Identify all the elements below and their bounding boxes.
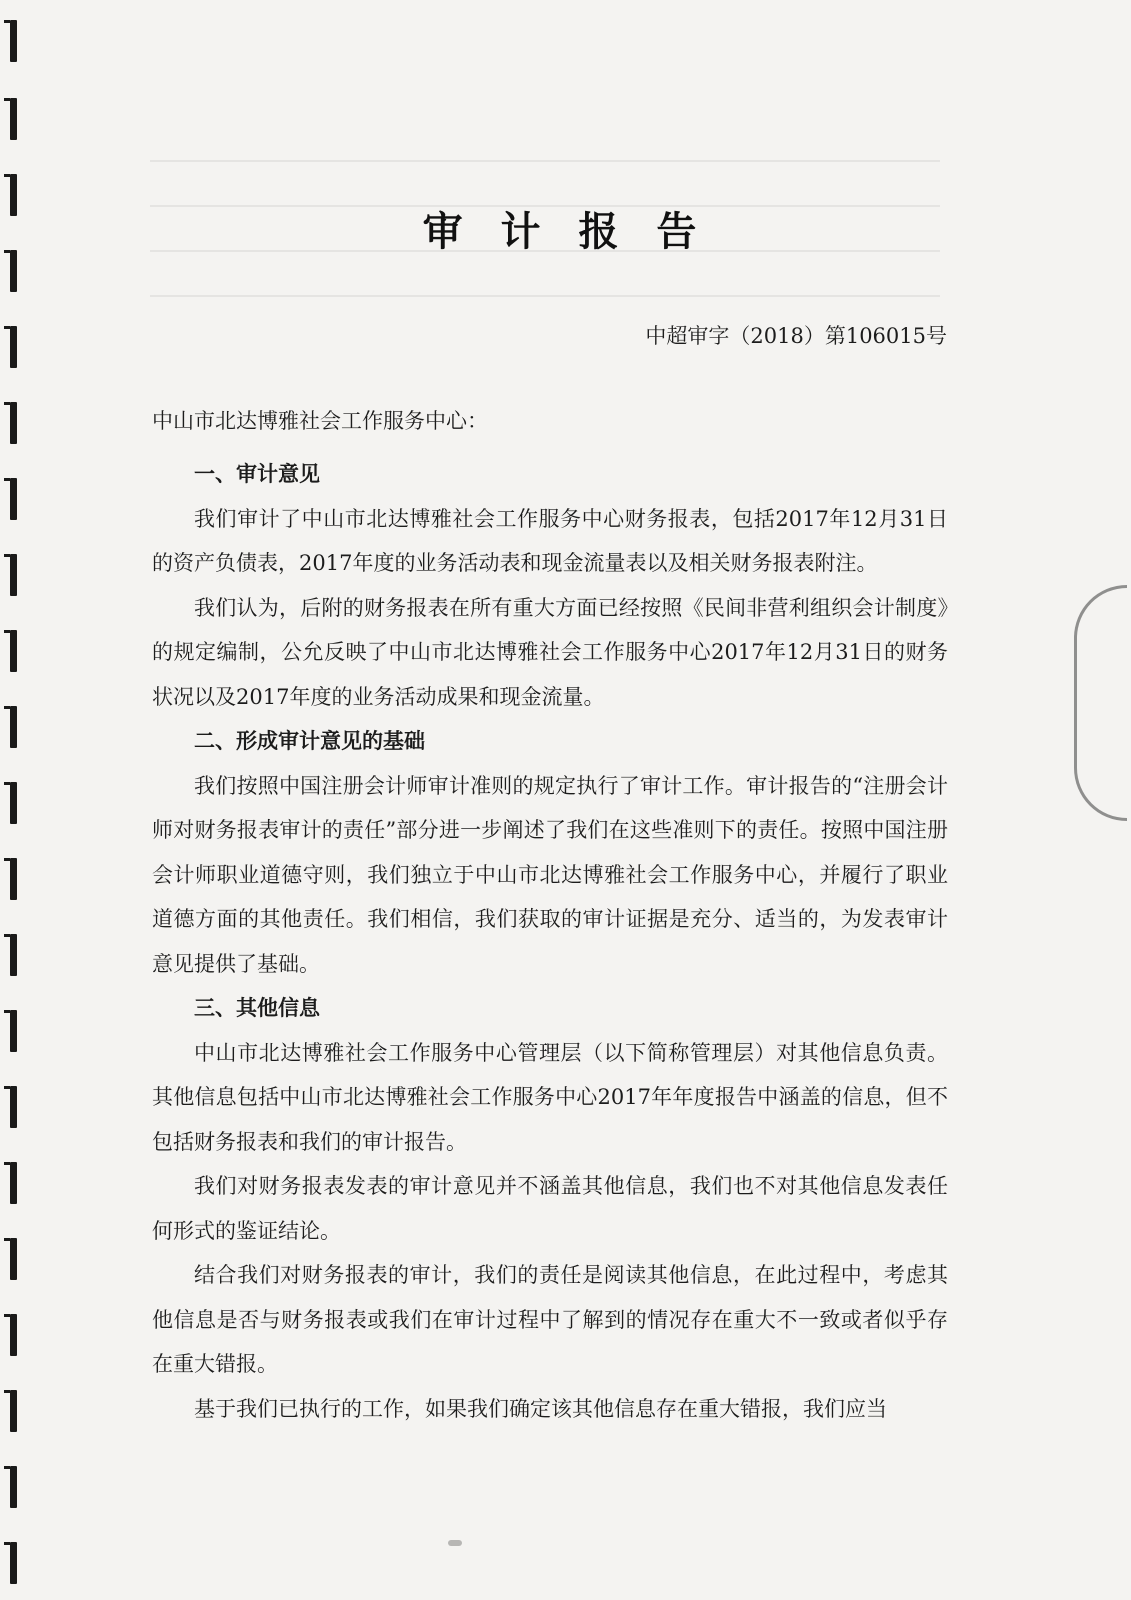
paragraph: 基于我们已执行的工作，如果我们确定该其他信息存在重大错报，我们应当	[194, 1396, 887, 1421]
salutation: 中山市北达博雅社会工作服务中心：	[152, 409, 488, 433]
section-heading-other-info: 三、其他信息	[194, 995, 320, 1020]
paragraph: 我们审计了中山市北达博雅社会工作服务中心财务报表，包括2017年12月31日的资产负债表，2017年度的业务活动表和现金流量表以及相关财务报表附注。	[152, 506, 948, 575]
page-smudge	[448, 1540, 462, 1546]
report-body	[152, 452, 948, 1431]
paragraph: 我们对财务报表发表的审计意见并不涵盖其他信息，我们也不对其他信息发表任何形式的鉴证结论。	[152, 1174, 948, 1243]
paragraph: 中山市北达博雅社会工作服务中心管理层（以下简称管理层）对其他信息负责。其他信息包括中山市北达博雅社会工作服务中心2017年年度报告中涵盖的信息，但不包括财务报表和我们的审计报告。	[152, 1040, 948, 1154]
document-number: 中超审字（2018）第106015号	[645, 324, 947, 348]
show-through-text	[150, 160, 940, 162]
paragraph: 我们认为，后附的财务报表在所有重大方面已经按照《民间非营利组织会计制度》的规定编制，公允反映了中山市北达博雅社会工作服务中心2017年12月31日的财务状况以及2017年度的业务活动成果和现金流量。	[152, 595, 948, 709]
show-through-text	[150, 295, 940, 297]
section-heading-basis: 二、形成审计意见的基础	[194, 728, 425, 753]
paragraph: 结合我们对财务报表的审计，我们的责任是阅读其他信息，在此过程中，考虑其他信息是否与财务报表或我们在审计过程中了解到的情况存在重大不一致或者似乎存在重大错报。	[152, 1263, 948, 1376]
page-title: 审 计 报 告	[422, 208, 709, 255]
section-heading-audit-opinion: 一、审计意见	[194, 461, 320, 486]
paragraph: 我们按照中国注册会计师审计准则的规定执行了审计工作。审计报告的“注册会计师对财务报表审计的责任”部分进一步阐述了我们在这些准则下的责任。按照中国注册会计师职业道德守则，我们独立于中山市北达博雅社会工作服务中心，并履行了职业道德方面的其他责任。我们相信，我们获取的审计证据是充分、适当的，为发表审计意见提供了基础。	[152, 773, 948, 976]
seal-stamp-partial	[1074, 585, 1127, 821]
